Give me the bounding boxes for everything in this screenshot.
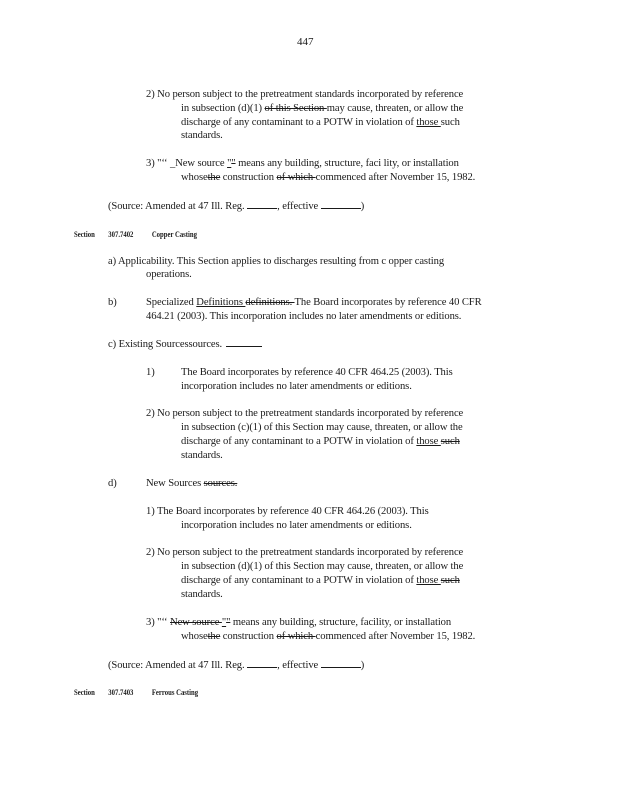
inserted-text: those bbox=[416, 575, 441, 586]
deleted-text: of which bbox=[276, 172, 316, 183]
deleted-text: the bbox=[207, 631, 221, 642]
copper-c2-line1: 2) No person subject to the pretreatment standards incorporated by reference bbox=[146, 408, 464, 419]
text: commenced after November 15, 1982. bbox=[315, 172, 476, 183]
deleted-text: definitions. bbox=[245, 297, 295, 308]
copper-a-line2: operations. bbox=[146, 269, 192, 280]
deleted-text: " bbox=[226, 617, 231, 628]
text: (Source: Amended at 47 Ill. Reg. bbox=[108, 660, 248, 671]
copper-d2-line1: 2) No person subject to the pretreatment standards incorporated by reference bbox=[146, 547, 464, 558]
copper-c1-label: 1) bbox=[146, 367, 155, 378]
copper-d2-line4: standards. bbox=[181, 589, 223, 600]
top-p3-line2 bbox=[181, 171, 475, 184]
text: ) bbox=[360, 660, 365, 671]
text: New Sources bbox=[146, 478, 204, 489]
deleted-rule bbox=[226, 341, 262, 347]
text: means any building, structure, faci lity, or installation bbox=[235, 158, 459, 169]
deleted-text: New source bbox=[170, 617, 222, 628]
text: may cause, threaten, or allow the bbox=[326, 103, 464, 114]
top-source-note bbox=[108, 199, 364, 213]
text: discharge of any contaminant to a POTW in violation of bbox=[181, 436, 417, 447]
text: , effective bbox=[277, 660, 321, 671]
page-number: 447 bbox=[297, 36, 314, 48]
section-title: Copper Casting bbox=[151, 229, 197, 239]
text: whose bbox=[181, 631, 208, 642]
copper-c2-line3 bbox=[181, 435, 460, 448]
copper-c1-line2: incorporation includes no later amendments or editions. bbox=[181, 381, 412, 392]
text: discharge of any contaminant to a POTW in violation of bbox=[181, 117, 417, 128]
text: construction bbox=[220, 172, 277, 183]
section-number: 307.7403 bbox=[108, 687, 134, 697]
section-title: Ferrous Casting bbox=[151, 687, 199, 697]
blank-line bbox=[321, 658, 361, 668]
section-label: Section bbox=[74, 687, 95, 697]
inserted-text: those bbox=[416, 117, 441, 128]
deleted-text: of which bbox=[276, 631, 316, 642]
text: 3) "‘‘ bbox=[146, 617, 171, 628]
copper-c2-line4: standards. bbox=[181, 450, 223, 461]
blank-line bbox=[247, 658, 277, 668]
deleted-text: such bbox=[440, 575, 460, 586]
copper-d-line1 bbox=[146, 477, 237, 490]
copper-d3-line1 bbox=[146, 616, 451, 629]
copper-c-line1 bbox=[108, 338, 262, 351]
text: whose bbox=[181, 172, 208, 183]
text: ) bbox=[360, 201, 365, 212]
inserted-text: " bbox=[221, 617, 227, 628]
text: discharge of any contaminant to a POTW in violation of bbox=[181, 575, 417, 586]
top-p3-line1 bbox=[146, 157, 459, 170]
text: construction bbox=[220, 631, 277, 642]
copper-source-note bbox=[108, 658, 364, 672]
copper-c2-line2: in subsection (c)(1) of this Section may cause, threaten, or allow the bbox=[181, 422, 463, 433]
deleted-text: sources. bbox=[203, 478, 238, 489]
top-p2-line4: standards. bbox=[181, 130, 223, 141]
inserted-text: Definitions bbox=[196, 297, 246, 308]
copper-c1-line1: The Board incorporates by reference 40 CFR 464.25 (2003). This bbox=[181, 367, 453, 378]
text: 3) "‘‘ bbox=[146, 158, 171, 169]
text: The Board incorporates by reference 40 CFR bbox=[294, 297, 482, 308]
section-number: 307.7402 bbox=[108, 229, 134, 239]
text: c) Existing Sourcessources. bbox=[108, 339, 223, 350]
blank-line bbox=[247, 199, 277, 209]
text: _New source bbox=[170, 158, 228, 169]
text: (Source: Amended at 47 Ill. Reg. bbox=[108, 201, 248, 212]
text: means any building, structure, facility, or installation bbox=[230, 617, 452, 628]
copper-b-label: b) bbox=[108, 297, 117, 308]
deleted-text: the bbox=[207, 172, 221, 183]
section-heading-7402 bbox=[74, 229, 197, 239]
top-p2-line3 bbox=[181, 116, 460, 129]
inserted-text: " bbox=[227, 158, 232, 169]
copper-d1-line2: incorporation includes no later amendments or editions. bbox=[181, 520, 412, 531]
inserted-text: those bbox=[416, 436, 441, 447]
deleted-text: " bbox=[231, 158, 236, 169]
copper-d2-line3 bbox=[181, 574, 460, 587]
deleted-text: such bbox=[440, 436, 460, 447]
deleted-text: of this Section bbox=[264, 103, 327, 114]
text: in subsection (d)(1) bbox=[181, 103, 265, 114]
copper-a-line1: a) Applicability. This Section applies to discharges resulting from c opper casting bbox=[108, 256, 445, 267]
top-p2-line2 bbox=[181, 102, 463, 115]
copper-d2-line2: in subsection (d)(1) of this Section may cause, threaten, or allow the bbox=[181, 561, 464, 572]
text: such bbox=[440, 117, 460, 128]
top-p2-line1: 2) No person subject to the pretreatment standards incorporated by reference bbox=[146, 89, 464, 100]
text: commenced after November 15, 1982. bbox=[315, 631, 476, 642]
blank-line bbox=[321, 199, 361, 209]
copper-d1-line1: 1) The Board incorporates by reference 40 CFR 464.26 (2003). This bbox=[146, 506, 429, 517]
copper-d-label: d) bbox=[108, 478, 117, 489]
text: , effective bbox=[277, 201, 321, 212]
copper-d3-line2 bbox=[181, 630, 475, 643]
copper-b-line2: 464.21 (2003). This incorporation includes no later amendments or editions. bbox=[146, 311, 462, 322]
section-label: Section bbox=[74, 229, 95, 239]
section-heading-7403 bbox=[74, 687, 198, 697]
copper-b-line1 bbox=[146, 296, 482, 309]
text: Specialized bbox=[146, 297, 197, 308]
